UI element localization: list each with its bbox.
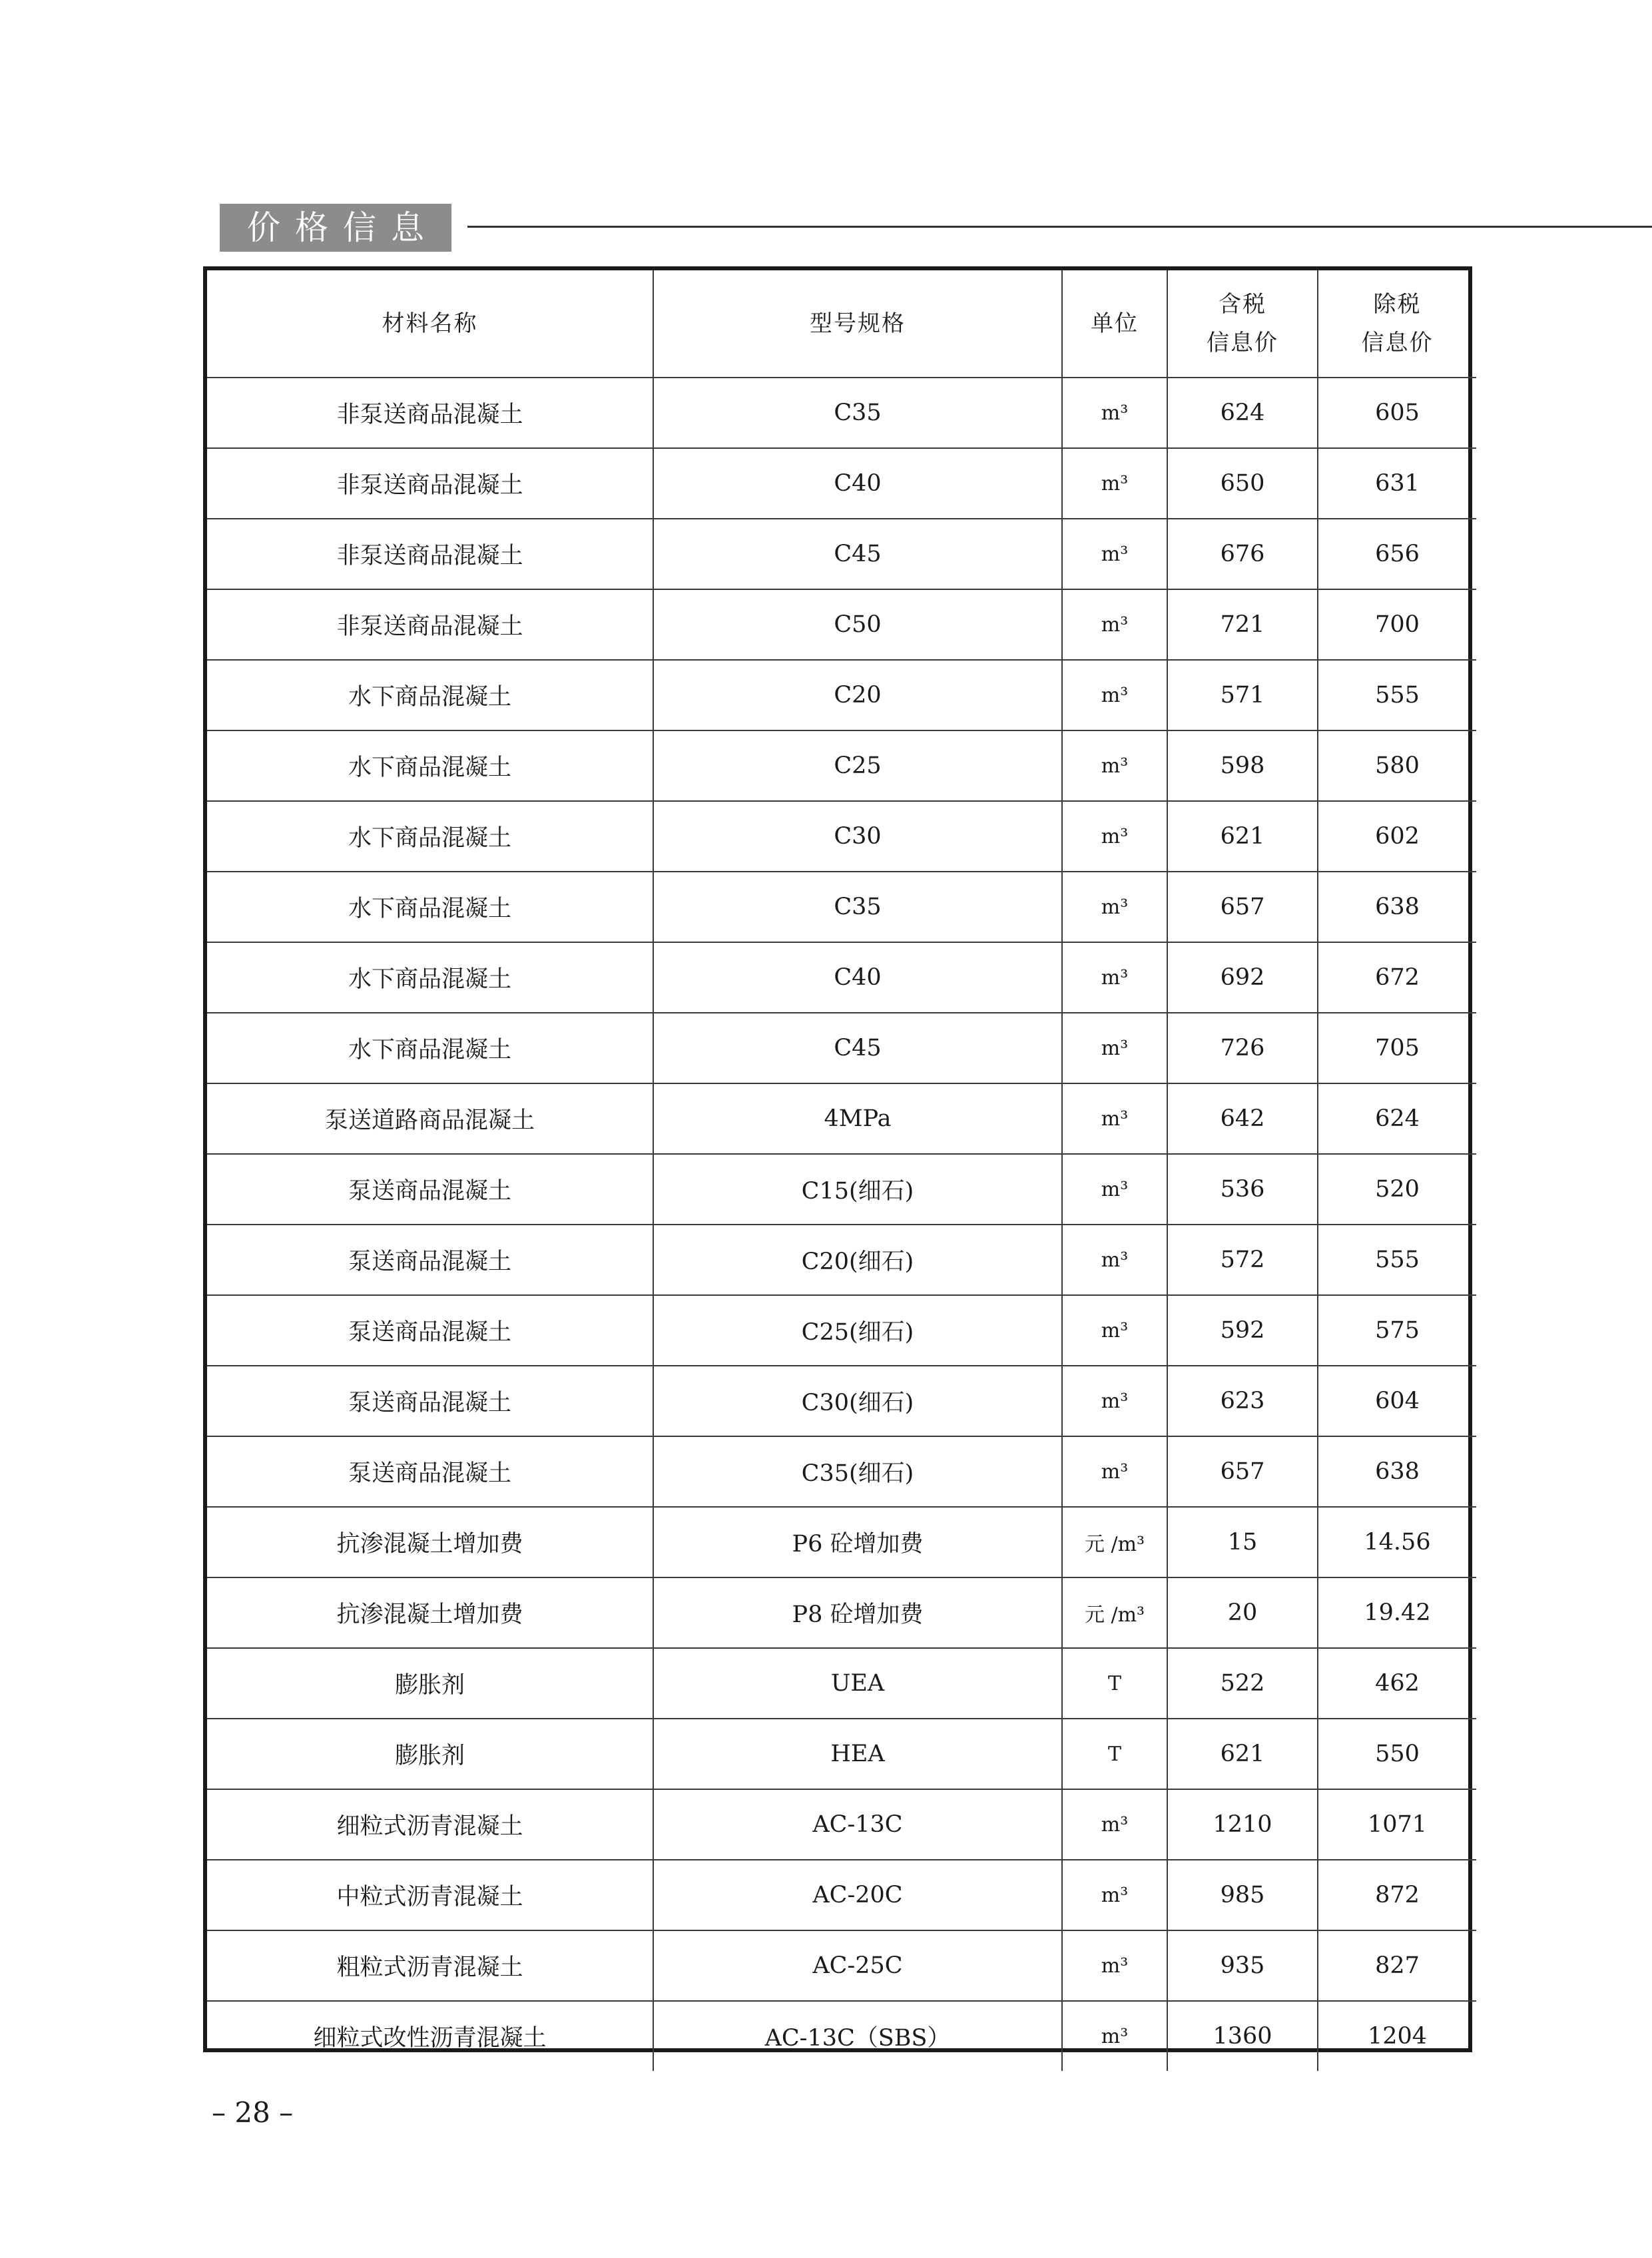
spec-cell: C50 xyxy=(653,589,1062,660)
section-header xyxy=(220,204,1472,252)
tax-exclusive-price-cell: 672 xyxy=(1318,942,1476,1013)
tax-inclusive-price-cell: 1360 xyxy=(1167,2001,1318,2071)
spec-cell: AC-20C xyxy=(653,1860,1062,1930)
material-name-cell: 水下商品混凝土 xyxy=(207,730,653,801)
table-body xyxy=(207,378,1476,2071)
table-row xyxy=(207,1154,1476,1225)
material-name-cell: 细粒式沥青混凝土 xyxy=(207,1789,653,1860)
spec-cell: C35(细石) xyxy=(653,1436,1062,1507)
table-row xyxy=(207,1719,1476,1789)
spec-cell: AC-25C xyxy=(653,1930,1062,2001)
tax-inclusive-price-cell: 935 xyxy=(1167,1930,1318,2001)
spec-cell: C40 xyxy=(653,448,1062,519)
column-header-tax-exclusive: 除税 信息价 xyxy=(1318,270,1476,378)
tax-exclusive-price-cell: 1204 xyxy=(1318,2001,1476,2071)
section-title: 价格信息 xyxy=(220,204,451,252)
tax-exclusive-price-cell: 580 xyxy=(1318,730,1476,801)
tax-inclusive-price-cell: 1210 xyxy=(1167,1789,1318,1860)
unit-cell: m³ xyxy=(1062,801,1167,872)
spec-cell: AC-13C（SBS） xyxy=(653,2001,1062,2071)
material-name-cell: 水下商品混凝土 xyxy=(207,801,653,872)
material-name-cell: 泵送商品混凝土 xyxy=(207,1225,653,1295)
spec-cell: P6 砼增加费 xyxy=(653,1507,1062,1577)
tax-inclusive-price-cell: 650 xyxy=(1167,448,1318,519)
unit-cell: m³ xyxy=(1062,1154,1167,1225)
material-name-cell: 泵送商品混凝土 xyxy=(207,1366,653,1436)
material-name-cell: 水下商品混凝土 xyxy=(207,1013,653,1083)
tax-inclusive-price-cell: 621 xyxy=(1167,1719,1318,1789)
price-table xyxy=(207,270,1476,2071)
tax-exclusive-price-cell: 14.56 xyxy=(1318,1507,1476,1577)
material-name-cell: 水下商品混凝土 xyxy=(207,872,653,942)
unit-cell: m³ xyxy=(1062,519,1167,589)
table-row xyxy=(207,1577,1476,1648)
material-name-cell: 中粒式沥青混凝土 xyxy=(207,1860,653,1930)
table-row xyxy=(207,730,1476,801)
material-name-cell: 膨胀剂 xyxy=(207,1719,653,1789)
unit-cell: 元 /m³ xyxy=(1062,1507,1167,1577)
tax-inclusive-price-cell: 572 xyxy=(1167,1225,1318,1295)
tax-inclusive-price-cell: 15 xyxy=(1167,1507,1318,1577)
tax-inclusive-price-cell: 20 xyxy=(1167,1577,1318,1648)
table-row xyxy=(207,1860,1476,1930)
tax-exclusive-price-cell: 462 xyxy=(1318,1648,1476,1719)
spec-cell: P8 砼增加费 xyxy=(653,1577,1062,1648)
material-name-cell: 抗渗混凝土增加费 xyxy=(207,1507,653,1577)
column-header-unit: 单位 xyxy=(1062,270,1167,378)
tax-inclusive-price-cell: 676 xyxy=(1167,519,1318,589)
tax-inclusive-price-cell: 592 xyxy=(1167,1295,1318,1366)
material-name-cell: 泵送商品混凝土 xyxy=(207,1436,653,1507)
tax-exclusive-price-cell: 575 xyxy=(1318,1295,1476,1366)
spec-cell: C45 xyxy=(653,519,1062,589)
tax-exclusive-price-cell: 1071 xyxy=(1318,1789,1476,1860)
unit-cell: m³ xyxy=(1062,660,1167,730)
tax-exclusive-price-cell: 602 xyxy=(1318,801,1476,872)
unit-cell: m³ xyxy=(1062,1789,1167,1860)
table-row xyxy=(207,872,1476,942)
tax-inclusive-price-cell: 721 xyxy=(1167,589,1318,660)
material-name-cell: 膨胀剂 xyxy=(207,1648,653,1719)
table-row xyxy=(207,1225,1476,1295)
tax-exclusive-price-cell: 656 xyxy=(1318,519,1476,589)
tax-inclusive-price-cell: 522 xyxy=(1167,1648,1318,1719)
tax-exclusive-price-cell: 19.42 xyxy=(1318,1577,1476,1648)
unit-cell: m³ xyxy=(1062,1930,1167,2001)
spec-cell: C40 xyxy=(653,942,1062,1013)
unit-cell: 元 /m³ xyxy=(1062,1577,1167,1648)
unit-cell: m³ xyxy=(1062,1083,1167,1154)
unit-cell: m³ xyxy=(1062,1436,1167,1507)
tax-exclusive-price-cell: 605 xyxy=(1318,378,1476,448)
tax-exclusive-price-cell: 555 xyxy=(1318,1225,1476,1295)
table-row xyxy=(207,1930,1476,2001)
unit-cell: m³ xyxy=(1062,589,1167,660)
tax-inclusive-price-cell: 692 xyxy=(1167,942,1318,1013)
unit-cell: m³ xyxy=(1062,378,1167,448)
material-name-cell: 非泵送商品混凝土 xyxy=(207,519,653,589)
material-name-cell: 泵送商品混凝土 xyxy=(207,1295,653,1366)
table-row xyxy=(207,801,1476,872)
table-row xyxy=(207,1436,1476,1507)
table-row xyxy=(207,1789,1476,1860)
spec-cell: C25 xyxy=(653,730,1062,801)
tax-exclusive-price-cell: 631 xyxy=(1318,448,1476,519)
tax-exclusive-price-cell: 624 xyxy=(1318,1083,1476,1154)
spec-cell: HEA xyxy=(653,1719,1062,1789)
material-name-cell: 非泵送商品混凝土 xyxy=(207,589,653,660)
material-name-cell: 泵送商品混凝土 xyxy=(207,1154,653,1225)
unit-cell: m³ xyxy=(1062,1860,1167,1930)
material-name-cell: 粗粒式沥青混凝土 xyxy=(207,1930,653,2001)
tax-inclusive-price-cell: 985 xyxy=(1167,1860,1318,1930)
tax-exclusive-price-cell: 700 xyxy=(1318,589,1476,660)
unit-cell: m³ xyxy=(1062,730,1167,801)
spec-cell: C30(细石) xyxy=(653,1366,1062,1436)
table-row xyxy=(207,448,1476,519)
column-header-tax-inclusive: 含税 信息价 xyxy=(1167,270,1318,378)
table-row xyxy=(207,378,1476,448)
unit-cell: T xyxy=(1062,1719,1167,1789)
unit-cell: m³ xyxy=(1062,2001,1167,2071)
material-name-cell: 非泵送商品混凝土 xyxy=(207,448,653,519)
tax-exclusive-price-cell: 638 xyxy=(1318,1436,1476,1507)
tax-inclusive-price-cell: 657 xyxy=(1167,872,1318,942)
tax-inclusive-price-cell: 657 xyxy=(1167,1436,1318,1507)
table-header-row xyxy=(207,270,1476,378)
material-name-cell: 泵送道路商品混凝土 xyxy=(207,1083,653,1154)
spec-cell: C30 xyxy=(653,801,1062,872)
table-row xyxy=(207,1295,1476,1366)
table-row xyxy=(207,660,1476,730)
spec-cell: AC-13C xyxy=(653,1789,1062,1860)
table-row xyxy=(207,2001,1476,2071)
spec-cell: C45 xyxy=(653,1013,1062,1083)
tax-inclusive-price-cell: 623 xyxy=(1167,1366,1318,1436)
tax-inclusive-price-cell: 726 xyxy=(1167,1013,1318,1083)
tax-inclusive-price-cell: 536 xyxy=(1167,1154,1318,1225)
unit-cell: m³ xyxy=(1062,448,1167,519)
material-name-cell: 非泵送商品混凝土 xyxy=(207,378,653,448)
tax-exclusive-price-cell: 555 xyxy=(1318,660,1476,730)
column-header-spec: 型号规格 xyxy=(653,270,1062,378)
tax-inclusive-price-cell: 598 xyxy=(1167,730,1318,801)
spec-cell: C15(细石) xyxy=(653,1154,1062,1225)
section-rule xyxy=(467,226,1652,228)
material-name-cell: 抗渗混凝土增加费 xyxy=(207,1577,653,1648)
table-row xyxy=(207,942,1476,1013)
spec-cell: 4MPa xyxy=(653,1083,1062,1154)
tax-exclusive-price-cell: 520 xyxy=(1318,1154,1476,1225)
unit-cell: m³ xyxy=(1062,1366,1167,1436)
unit-cell: T xyxy=(1062,1648,1167,1719)
material-name-cell: 水下商品混凝土 xyxy=(207,660,653,730)
unit-cell: m³ xyxy=(1062,942,1167,1013)
tax-exclusive-price-cell: 827 xyxy=(1318,1930,1476,2001)
table-row xyxy=(207,589,1476,660)
table-row xyxy=(207,1507,1476,1577)
price-table-frame xyxy=(203,266,1472,2052)
tax-inclusive-price-cell: 621 xyxy=(1167,801,1318,872)
table-row xyxy=(207,1083,1476,1154)
tax-inclusive-price-cell: 642 xyxy=(1167,1083,1318,1154)
tax-exclusive-price-cell: 604 xyxy=(1318,1366,1476,1436)
tax-inclusive-price-cell: 571 xyxy=(1167,660,1318,730)
unit-cell: m³ xyxy=(1062,1225,1167,1295)
unit-cell: m³ xyxy=(1062,872,1167,942)
table-row xyxy=(207,519,1476,589)
tax-exclusive-price-cell: 550 xyxy=(1318,1719,1476,1789)
table-row xyxy=(207,1648,1476,1719)
unit-cell: m³ xyxy=(1062,1295,1167,1366)
tax-exclusive-price-cell: 638 xyxy=(1318,872,1476,942)
page-number: – 28 – xyxy=(212,2096,294,2129)
material-name-cell: 水下商品混凝土 xyxy=(207,942,653,1013)
spec-cell: C20 xyxy=(653,660,1062,730)
tax-exclusive-price-cell: 872 xyxy=(1318,1860,1476,1930)
tax-inclusive-price-cell: 624 xyxy=(1167,378,1318,448)
spec-cell: C35 xyxy=(653,378,1062,448)
spec-cell: C35 xyxy=(653,872,1062,942)
spec-cell: C20(细石) xyxy=(653,1225,1062,1295)
column-header-name: 材料名称 xyxy=(207,270,653,378)
table-row xyxy=(207,1013,1476,1083)
unit-cell: m³ xyxy=(1062,1013,1167,1083)
table-row xyxy=(207,1366,1476,1436)
material-name-cell: 细粒式改性沥青混凝土 xyxy=(207,2001,653,2071)
spec-cell: C25(细石) xyxy=(653,1295,1062,1366)
tax-exclusive-price-cell: 705 xyxy=(1318,1013,1476,1083)
spec-cell: UEA xyxy=(653,1648,1062,1719)
